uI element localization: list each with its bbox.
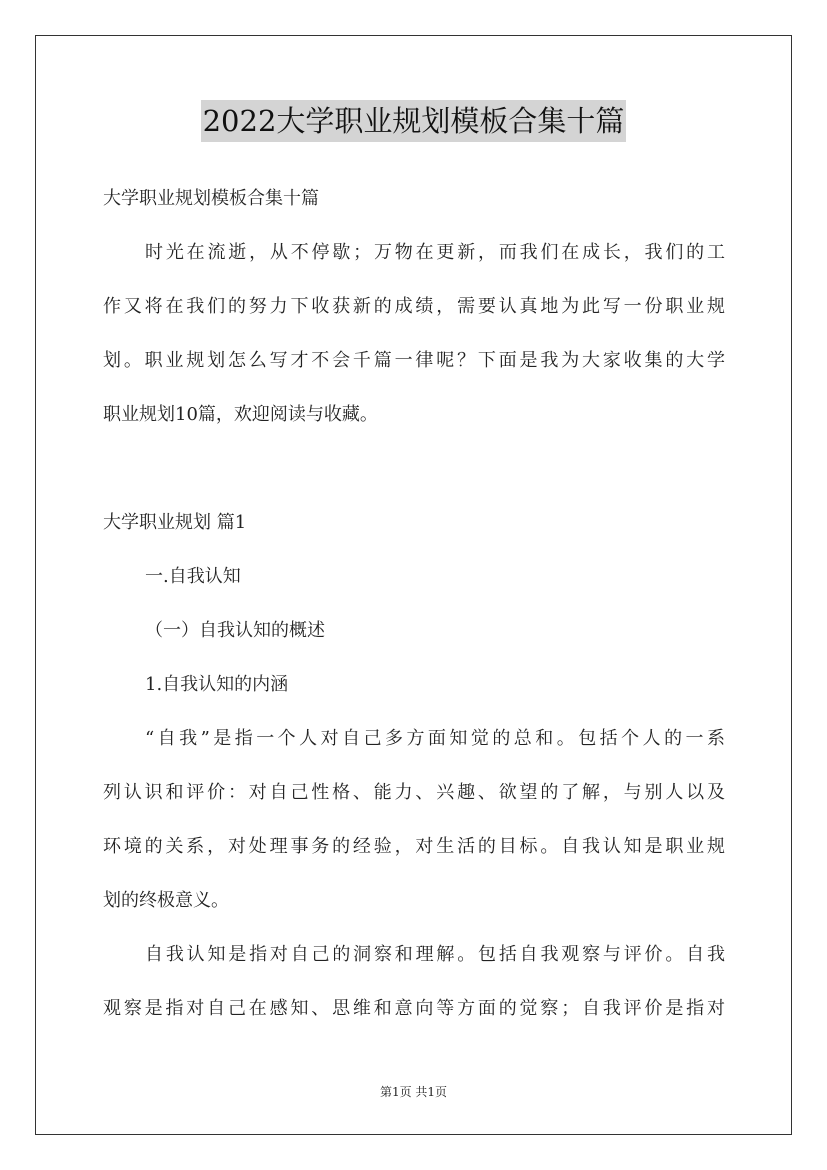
text-line: “自我”是指一个人对自己多方面知觉的总和。包括个人的一系 (145, 728, 725, 749)
page-footer: 第1页 共1页 (379, 1085, 448, 1099)
blank-line (103, 442, 725, 496)
text-line: 大学职业规划模板合集十篇 (103, 188, 319, 209)
text-line: （一）自我认知的概述 (145, 620, 325, 641)
title-container (0, 100, 827, 142)
text-line: 一.自我认知 (145, 566, 241, 587)
text-line: 自我认知是指对自己的洞察和理解。包括自我观察与评价。自我 (145, 944, 725, 965)
text-line: 观察是指对自己在感知、思维和意向等方面的觉察；自我评价是指对 (103, 998, 725, 1019)
text-line: 1.自我认知的内涵 (145, 674, 289, 695)
text-line: 大学职业规划 篇1 (103, 512, 247, 533)
text-line: 职业规划10篇，欢迎阅读与收藏。 (103, 404, 378, 425)
text-line: 列认识和评价：对自己性格、能力、兴趣、欲望的了解，与别人以及 (103, 782, 725, 803)
text-line: 划的终极意义。 (103, 890, 229, 911)
document-title: 2022大学职业规划模板合集十篇 (201, 100, 627, 142)
text-line: 时光在流逝，从不停歇；万物在更新，而我们在成长，我们的工 (145, 242, 725, 263)
text-line: 划。职业规划怎么写才不会千篇一律呢？下面是我为大家收集的大学 (103, 350, 725, 371)
document-body (103, 172, 725, 1036)
text-line: 作又将在我们的努力下收获新的成绩，需要认真地为此写一份职业规 (103, 296, 725, 317)
text-line: 环境的关系，对处理事务的经验，对生活的目标。自我认知是职业规 (103, 836, 725, 857)
